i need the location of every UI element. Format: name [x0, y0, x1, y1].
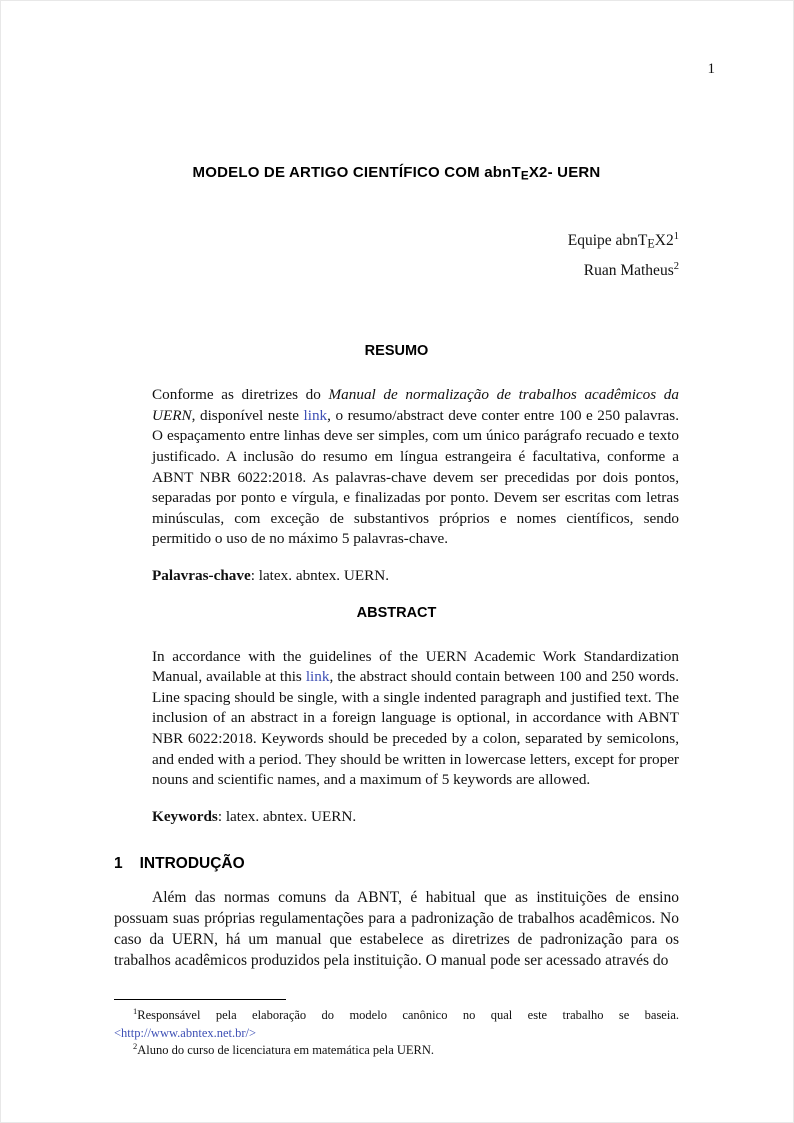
abntex-logo-e: E [520, 169, 529, 183]
author-1-name-post: X2 [654, 231, 674, 249]
footnote-2-text: Aluno do curso de licenciatura em matemática pela UERN. [137, 1043, 435, 1057]
author-2-footnote-ref: 2 [673, 261, 679, 273]
author-1-tex-e: E [647, 236, 655, 251]
footnote-1-url-link[interactable]: <http://www.abntex.net.br/> [114, 1025, 257, 1040]
abstract-paragraph [152, 647, 679, 791]
article-title [114, 164, 679, 183]
abntex-logo-pre: abnT [484, 164, 521, 181]
introducao-paragraph: Além das normas comuns da ABNT, é habitual que as instituições de ensino possuam suas próprias regulamentações para a padronização de trabalhos acadêmicos. No caso da UERN, há um manual que estabelece as diretrizes de padronização para os trabalhos acadêmicos produzidos pela instituição. O manual pode ser acessado através do [114, 889, 679, 970]
section-title: INTRODUÇÃO [139, 855, 245, 873]
resumo-paragraph [152, 385, 679, 550]
author-line-1 [114, 227, 679, 258]
author-1-name: Equipe abnT [567, 231, 648, 249]
keywords-values: : latex. abntex. UERN. [217, 807, 357, 825]
abstract-text-1: In accordance with the guidelines of the UERN Academic Work Standardization Manual, available at this [152, 647, 679, 686]
footnote-rule [114, 999, 286, 1000]
footnote-2-marker: 2 [133, 1040, 138, 1051]
resumo-text-1: Conforme as diretrizes do [152, 386, 329, 404]
abstract-manual-link[interactable]: link [305, 668, 330, 686]
footnote-area [114, 999, 679, 1060]
resumo-text-2: , disponível neste [191, 406, 304, 424]
author-2-name: Ruan Matheus [583, 262, 674, 280]
palavras-chave-label: Palavras-chave [152, 566, 251, 584]
section-heading-introducao [114, 855, 679, 873]
author-block [114, 227, 679, 286]
footnote-2 [114, 1042, 679, 1060]
section-number: 1 [114, 855, 123, 873]
abntex-logo-post: X2 [528, 164, 548, 181]
abstract-text-2: , the abstract should contain between 100 and 250 words. Line spacing should be single, with a single indented paragraph and justified text. The inclusion of an abstract in a foreign language is optional, in accordance with ABNT NBR 6022:2018. Keywords should be preceded by a colon, separated by semicolons, and ended with a period. They should be written in lowercase letters, except for proper nouns and scientific names, and a maximum of 5 keywords are allowed. [152, 668, 680, 789]
abstract-heading: ABSTRACT [356, 604, 437, 621]
title-text-post: - UERN [547, 164, 601, 181]
author-1-footnote-ref: 1 [673, 230, 679, 242]
palavras-chave-values: : latex. abntex. UERN. [250, 566, 390, 584]
keywords-label: Keywords [152, 807, 218, 825]
page-number: 1 [707, 61, 715, 77]
footnote-1 [114, 1007, 679, 1042]
resumo-manual-title: Manual de normalização de trabalhos acadêmicos da UERN [152, 386, 679, 424]
resumo-text-3: , o resumo/abstract deve conter entre 100 e 250 palavras. O espaçamento entre linhas deve ser simples, com um único parágrafo recuado e texto justificado. A inclusão do resumo em língua estrangeira é facultativa, conforme a ABNT NBR 6022:2018. As palavras-chave devem ser precedidas por dois pontos, separadas por ponto e vírgula, e finalizadas por ponto. Devem ser escritas com letras minúsculas, com exceção de substantivos próprios e nomes científicos, sendo permitido o uso de no máximo 5 palavras-chave. [152, 406, 680, 548]
footnote-1-marker: 1 [133, 1005, 138, 1016]
palavras-chave-line [152, 566, 679, 587]
resumo-manual-link[interactable]: link [303, 406, 328, 424]
author-line-2 [114, 257, 679, 285]
resumo-heading: RESUMO [364, 343, 429, 360]
footnote-1-text: Responsável pela elaboração do modelo canônico no qual este trabalho se baseia. [137, 1008, 679, 1022]
article-content [114, 1, 679, 987]
keywords-line [152, 807, 679, 828]
title-text-pre: MODELO DE ARTIGO CIENTÍFICO COM [192, 164, 485, 181]
